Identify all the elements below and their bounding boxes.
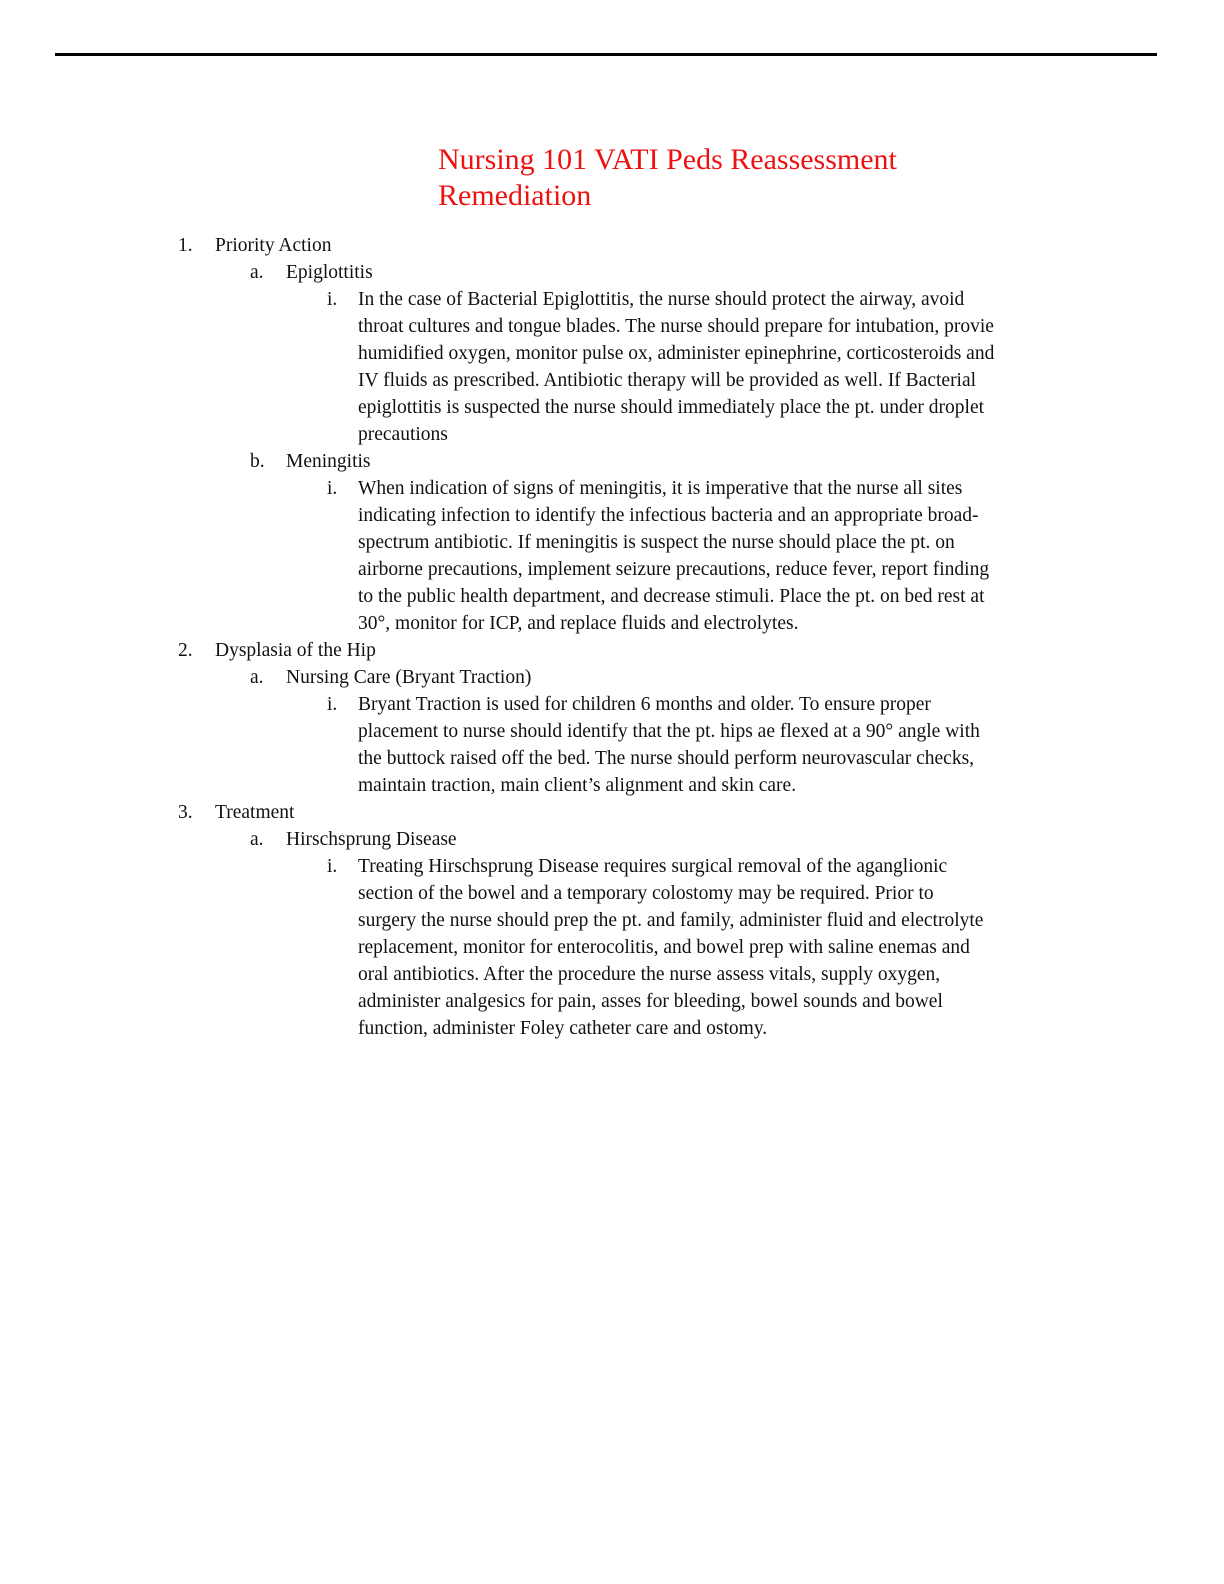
detail-item (0, 475, 1224, 637)
detail-line: spectrum antibiotic. If meningitis is suspect the nurse should place the pt. on (358, 532, 955, 553)
detail-line: airborne precautions, implement seizure precautions, reduce fever, report finding (358, 559, 990, 580)
detail-numeral: i. (327, 694, 338, 715)
detail-line: In the case of Bacterial Epiglottitis, the nurse should protect the airway, avoid (358, 289, 965, 310)
subsection-heading: Meningitis (286, 451, 371, 472)
section-number: 3. (178, 802, 193, 823)
section-heading: Priority Action (215, 235, 332, 256)
detail-line: section of the bowel and a temporary colostomy may be required. Prior to (358, 883, 934, 904)
detail-line: epiglottitis is suspected the nurse should immediately place the pt. under droplet (358, 397, 985, 418)
outline-list (0, 232, 1224, 1042)
detail-line: throat cultures and tongue blades. The nurse should prepare for intubation, provie (358, 316, 994, 337)
detail-item (0, 853, 1224, 1042)
detail-line: to the public health department, and decrease stimuli. Place the pt. on bed rest at (358, 586, 985, 607)
document-title-line: Nursing 101 VATI Peds Reassessment (438, 143, 897, 176)
detail-line: indicating infection to identify the infectious bacteria and an appropriate broad- (358, 505, 979, 526)
detail-line: maintain traction, main client’s alignment and skin care. (358, 775, 797, 796)
subsection-heading: Epiglottitis (286, 262, 373, 283)
detail-line: humidified oxygen, monitor pulse ox, administer epinephrine, corticosteroids and (358, 343, 995, 364)
section-item (0, 637, 1224, 664)
section-number: 2. (178, 640, 193, 661)
detail-line: placement to nurse should identify that the pt. hips ae flexed at a 90° angle with (358, 721, 980, 742)
detail-line: surgery the nurse should prep the pt. and family, administer fluid and electrolyte (358, 910, 984, 931)
document-title-line: Remediation (438, 179, 592, 212)
detail-numeral: i. (327, 478, 338, 499)
section-item (0, 799, 1224, 826)
section-item (0, 232, 1224, 259)
detail-item (0, 286, 1224, 448)
subsection-item (0, 664, 1224, 691)
subsection-heading: Hirschsprung Disease (286, 829, 457, 850)
detail-item (0, 691, 1224, 799)
subsection-letter: a. (250, 829, 264, 850)
detail-numeral: i. (327, 856, 338, 877)
section-heading: Dysplasia of the Hip (215, 640, 376, 661)
detail-paragraph (358, 475, 1073, 637)
detail-line: precautions (358, 424, 448, 445)
detail-paragraph (358, 691, 1073, 799)
detail-line: When indication of signs of meningitis, it is imperative that the nurse all sites (358, 478, 963, 499)
header-rule (55, 53, 1157, 56)
detail-line: the buttock raised off the bed. The nurse should perform neurovascular checks, (358, 748, 975, 769)
subsection-heading: Nursing Care (Bryant Traction) (286, 667, 532, 688)
document-title (438, 142, 1078, 214)
subsection-letter: a. (250, 667, 264, 688)
detail-numeral: i. (327, 289, 338, 310)
detail-paragraph (358, 853, 1073, 1042)
detail-line: Bryant Traction is used for children 6 months and older. To ensure proper (358, 694, 931, 715)
subsection-letter: a. (250, 262, 264, 283)
subsection-item (0, 826, 1224, 853)
detail-line: Treating Hirschsprung Disease requires surgical removal of the aganglionic (358, 856, 948, 877)
detail-line: 30°, monitor for ICP, and replace fluids and electrolytes. (358, 613, 799, 634)
section-heading: Treatment (215, 802, 295, 823)
subsection-item (0, 259, 1224, 286)
detail-line: replacement, monitor for enterocolitis, and bowel prep with saline enemas and (358, 937, 970, 958)
detail-paragraph (358, 286, 1073, 448)
subsection-item (0, 448, 1224, 475)
detail-line: function, administer Foley catheter care and ostomy. (358, 1018, 768, 1039)
section-number: 1. (178, 235, 193, 256)
detail-line: administer analgesics for pain, asses for bleeding, bowel sounds and bowel (358, 991, 943, 1012)
detail-line: oral antibiotics. After the procedure the nurse assess vitals, supply oxygen, (358, 964, 941, 985)
detail-line: IV fluids as prescribed. Antibiotic therapy will be provided as well. If Bacterial (358, 370, 977, 391)
subsection-letter: b. (250, 451, 265, 472)
